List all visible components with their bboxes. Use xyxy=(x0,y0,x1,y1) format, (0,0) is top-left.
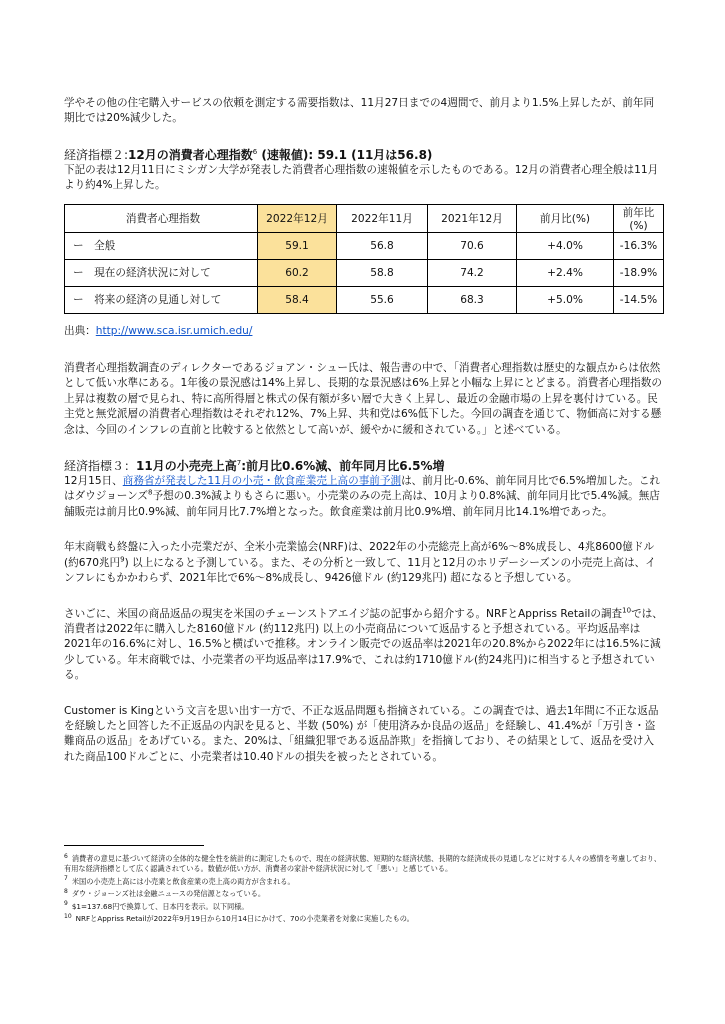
table-cell: 56.8 xyxy=(337,232,428,259)
table-header-row xyxy=(65,204,664,232)
table-row xyxy=(65,259,664,286)
table-header: 前年比(%) xyxy=(614,204,664,232)
footnote-item xyxy=(64,889,664,899)
table-header: 前月比(%) xyxy=(517,204,614,232)
table-row xyxy=(65,286,664,313)
footnote-number: 6 xyxy=(64,852,68,860)
table-header: 2022年11月 xyxy=(337,204,428,232)
footnote-ref-9: 9 xyxy=(120,555,125,564)
source-link[interactable]: http://www.sca.isr.umich.edu/ xyxy=(95,324,253,337)
table-header: 2021年12月 xyxy=(428,204,517,232)
footnote-ref-6: 6 xyxy=(252,147,258,156)
table-cell: ー 全般 xyxy=(65,232,258,259)
table-cell: 74.2 xyxy=(428,259,517,286)
customer-paragraph: Customer is Kingという文言を思い出す一方で、不正な返品問題も指摘されている。この調査では、過去1年間に不正な返品を経験したと回答した不正返品の内訳を見ると、半数 (50%) が「使用済みか良品の返品」を経験し、41.4%が「万引き・盗難商品の返品」をあげている。また、20%は、「組織犯罪である返品詐欺」を指摘しており、その結果として、返品を受け入れた商品100ドルごとに、小売業者は10.40ドルの損失を被ったとされている。 xyxy=(64,704,659,763)
section2-value: (速報値): 59.1 (11月は56.8) xyxy=(257,147,433,162)
table-cell: 58.4 xyxy=(258,286,337,313)
nrf-text: 年末商戦も終盤に入った小売業だが、全米小売業協会(NRF)は、2022年の小売総売上高が6%～8%成長し、4兆8600億ドル(約670兆円 xyxy=(64,541,655,569)
table-cell: -16.3% xyxy=(614,232,664,259)
footnotes xyxy=(64,845,664,926)
nrf-text: ) 以上になると予測している。また、その分析と一致して、11月と12月のホリデーシーズンの小売売上高は、インフレにもかかわらず、2021年比で6%～8%成長し、9426億ドル (約129兆円) 超になると予想している。 xyxy=(64,556,656,585)
section3-text: 12月15日、 xyxy=(64,475,123,488)
table-cell: 68.3 xyxy=(428,286,517,313)
footnote-text: 米国の小売売上高には小売業と飲食産業の売上高の両方が含まれる。 xyxy=(71,876,295,886)
table-cell: ー 将来の経済の見通し対して xyxy=(65,286,258,313)
table-cell: ー 現在の経済状況に対して xyxy=(65,259,258,286)
section3-text: 予想の0.3%減よりもさらに悪い。小売業のみの売上高は、10月より0.8%減、前年同月比で5.4%減。無店舗販売は前月比0.9%減、前年同月比7.7%増となった。飲食産業は前月比0.9%増、前年同月比14.1%増であった。 xyxy=(64,490,660,518)
section3-value: :前月比0.6%減、前年同月比6.5%増 xyxy=(241,459,445,474)
footnote-item xyxy=(64,854,664,875)
footnote-text: $1=137.68円で換算して、日本円を表示。以下同様。 xyxy=(71,901,249,911)
section2-title: 12月の消費者心理指数 xyxy=(128,147,253,162)
footnote-item xyxy=(64,914,664,924)
table-cell: 58.8 xyxy=(337,259,428,286)
footnote-item xyxy=(64,902,664,912)
footnote-number: 8 xyxy=(64,887,68,895)
section3-text: は、前月比-0.6%、前年同月比で6.5%増加した。これはダウジョーンズ xyxy=(64,475,661,503)
returns-text: では、消費者は2022年に購入した8160億ドル (約112兆円) 以上の小売商品について返品すると予想されている。平均返品率は2021年の16.6%に対し、16.5%と横ばいで推移。オンライン販売での返品率は2021年の20.8%から2022年には16.5%に減少している。年末商戦では、小売業者の平均返品率は17.9%で、これは約1710億ドル(約24兆円)に相当すると予想されている。 xyxy=(64,607,663,682)
footnote-number: 10 xyxy=(64,912,72,920)
table-cell: +2.4% xyxy=(517,259,614,286)
footnote-item xyxy=(64,877,664,887)
table-cell: 70.6 xyxy=(428,232,517,259)
table-cell: +5.0% xyxy=(517,286,614,313)
table-cell: 60.2 xyxy=(258,259,337,286)
intro-paragraph: 学やその他の住宅購入サービスの依頼を測定する需要指数は、11月27日までの4週間で、前月より1.5%上昇したが、前年同期比では20%減少した。 xyxy=(64,97,655,125)
table-cell: 59.1 xyxy=(258,232,337,259)
table-cell: +4.0% xyxy=(517,232,614,259)
footnote-number: 7 xyxy=(64,875,68,883)
sentiment-table xyxy=(64,204,664,314)
footnote-text: ダウ・ジョーンズ社は金融ニュースの発信源となっている。 xyxy=(71,889,266,899)
table-header: 2022年12月 xyxy=(258,204,337,232)
table-cell: -14.5% xyxy=(614,286,664,313)
footnote-text: NRFとAppriss Retailが2022年9月19日から10月14日にかけて、70の小売業者を対象に実施したもの。 xyxy=(75,914,414,924)
section3-body xyxy=(64,474,664,520)
returns-text: さいごに、米国の商品返品の現実を米国のチェーンストアエイジ誌の記事から紹介する。NRFとAppriss Retailの調査 xyxy=(64,607,623,620)
table-cell: 55.6 xyxy=(337,286,428,313)
table-row xyxy=(65,232,664,259)
section2-body: 下記の表は12月11日にミシガン大学が発表した消費者心理指数の速報値を示したものである。12月の消費者心理全般は11月より約4%上昇した。 xyxy=(64,163,659,192)
footnote-number: 9 xyxy=(64,900,68,908)
table-cell: -18.9% xyxy=(614,259,664,286)
footnote-ref-7: 7 xyxy=(236,459,242,468)
commerce-link[interactable]: 商務省が発表した11月の小売・飲食産業売上高の事前予測 xyxy=(122,475,402,488)
footnote-ref-10: 10 xyxy=(622,605,632,614)
returns-paragraph xyxy=(64,607,664,684)
document-body xyxy=(64,96,664,765)
section2-heading xyxy=(64,147,664,163)
footnote-ref-8: 8 xyxy=(148,488,153,497)
source-line xyxy=(64,324,664,339)
table-header: 消費者心理指数 xyxy=(65,204,258,232)
footnote-divider xyxy=(64,845,204,846)
section2-prefix: 経済指標２: xyxy=(64,147,129,162)
section3-heading xyxy=(64,458,664,474)
nrf-paragraph xyxy=(64,540,664,586)
section3-title: 11月の小売売上高 xyxy=(136,459,237,474)
footnote-text: 消費者の意見に基づいて経済の全体的な健全性を統計的に測定したもので、現在の経済状態、短期的な経済状態、長期的な経済成長の見通しなどに対する人々の感情を考慮しており、有用な経済指標として広く認識されている。数値が低い方が、消費者の家計や経済状況に対して「悪い」と感じている。 xyxy=(64,854,662,874)
section3-prefix: 経済指標３： xyxy=(64,459,137,474)
sentiment-paragraph: 消費者心理指数調査のディレクターであるジョアン・シュー氏は、報告書の中で、「消費者心理指数は歴史的な観点からは依然として低い水準にある。1年後の景況感は14%上昇し、長期的な景況感は6%上昇と小幅な上昇にとどまる。消費者心理指数の上昇は複数の層で見られ、特に高所得層と株式の保有額が多い層で大きく上昇し、最近の金融市場の上昇を裏付けている。民主党と無党派層の消費者心理指数はそれぞれ12%、7%上昇、共和党は6%低下した。今回の調査を通じて、物価高に対する懸念は、今回のインフレの直前と比較すると依然として高いが、緩やかに緩和されている。」と述べている。 xyxy=(64,362,662,436)
source-label: 出典： xyxy=(64,324,96,337)
